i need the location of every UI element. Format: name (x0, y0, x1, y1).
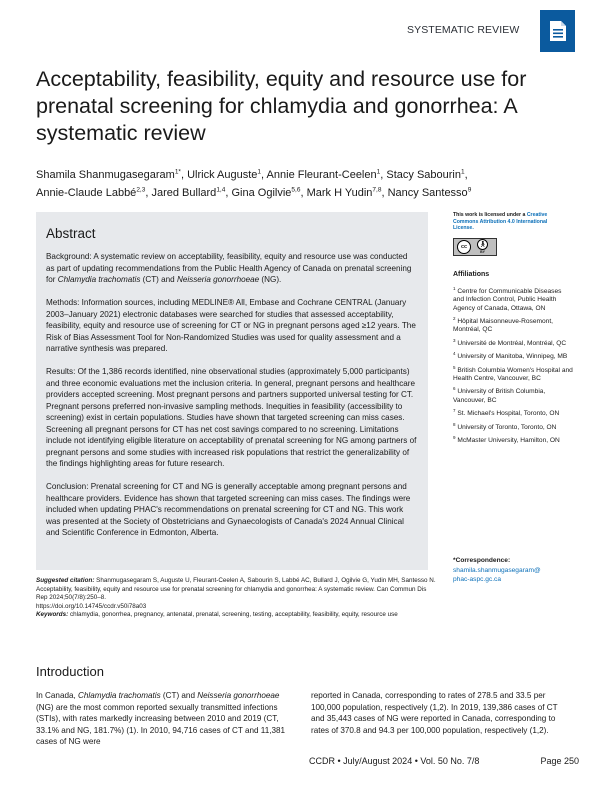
affiliation-item: $^5$ British Columbia Women's Hospital and Health Centre, Vancouver, BC (453, 364, 573, 383)
introduction-heading: Introduction (36, 664, 104, 679)
affiliation-item: $^9$ McMaster University, Hamilton, ON (453, 434, 560, 445)
author-name: Mark H Yudin (306, 187, 373, 199)
document-icon (540, 10, 575, 52)
abstract-box (36, 212, 428, 570)
author-affiliation-ref: 1 (376, 168, 381, 176)
author-name: Shamila Shanmugasegaram (36, 169, 175, 181)
affiliations-heading: Affiliations (453, 270, 490, 278)
affiliation-item: $^1$ Centre for Communicable Diseases and Infection Control, Public Health Agency of Canada, Ottawa, ON (453, 285, 562, 312)
abstract-heading: Abstract (46, 226, 96, 241)
author-affiliation-ref: 1,4 (216, 186, 226, 194)
author-affiliation-ref: 2,3 (136, 186, 146, 194)
correspondence-label: *Correspondence: (453, 557, 511, 564)
cc-by-badge[interactable]: cc 🚶︎ BY (453, 238, 497, 256)
author-name: Jared Bullard (151, 187, 217, 199)
author-affiliation-ref: 1* (174, 168, 181, 176)
author-name: Stacy Sabourin (386, 169, 461, 181)
journal-info: CCDR • July/August 2024 • Vol. 50 No. 7/8 (309, 756, 480, 766)
page-footer (309, 756, 579, 766)
author-affiliation-ref: 9 (467, 186, 472, 194)
license-link[interactable]: Creative Commons Attribution 4.0 International License. (453, 212, 548, 232)
abstract-background: Background: A systematic review on acceptability, feasibility, equity and resource use was conducted as part of updating recommendations from the Public Health Agency of Canada on prenatal screening for Chlamydia trachomatis (CT) and Neisseria gonorrhoeae (NG). (46, 252, 412, 284)
author-affiliation-ref: 1 (257, 168, 262, 176)
abstract-results: Results: Of the 1,386 records identified, nine observational studies (approximately 5,000 participants) and three economic evaluations met the inclusion criteria. In general, pregnant persons and healthcare providers accepted screening. Most pregnant persons and partners supported universal testing for CT. Pregnant persons preferred non-invasive sampling methods. Inequities in feasibility (accessibility to screening) exist in certain populations. Studies have shown that targeted screening can miss cases. Screening all pregnant persons for CT has net cost savings compared to no screening. Limitations include not identifying eligible literature on acceptability of prenatal screening for NG among partners of pregnant persons and some studies with increased risk populations that restrict the generalizability of the findings highlighting areas for future research. (46, 367, 417, 468)
affiliation-item: $^6$ University of British Columbia, Vancouver, BC (453, 386, 546, 404)
cc-icon: cc (457, 240, 471, 254)
introduction-column-2: reported in Canada, corresponding to rates of 278.5 and 33.5 per 100,000 population, respectively (1,2). In 2019, 139,386 cases of CT and 35,443 cases of NG were reported in Canada, corresponding to rates of 370.8 and 94.3 per 100,000 population, respectively (1,2). (311, 691, 558, 735)
affiliation-item: $^2$ Hôpital Maisonneuve-Rosemont, Montréal, QC (453, 315, 554, 334)
author-name: Ulrick Auguste (187, 169, 258, 181)
author-name: Nancy Santesso (387, 187, 468, 199)
author-affiliation-ref: 5,6 (291, 186, 301, 194)
abstract-conclusion: Conclusion: Prenatal screening for CT and NG is generally acceptable among pregnant persons and healthcare providers. Evidence has shown that targeted screening can miss cases. The findings were included when updating PHAC's recommendations on prenatal screening for CT and NG. This work was presented at the Society of Obstetricians and Gynaecologists of Canada's 2024 Annual Clinical and Scientific Conference in Edmonton, Alberta. (46, 482, 411, 537)
suggested-citation: Suggested citation: Shanmugasegaram S, Auguste U, Fleurant-Ceelen A, Sabourin S, Labbé AC, Bullard J, Ogilvie G, Yudin MH, Santesso N. Acceptability, feasibility, equity and resource use for prenatal screening for chlamydia and gonorrhea: A systematic review. Can Commun Dis Rep 2024;50(7/8):250–8. https://doi.org/10.14745/ccdr.v50i78a03 Keywords: chlamydia, gonorrhea, pregnancy, antenatal, prenatal, screening, testing, acceptability, feasibility, equity, resource use (36, 577, 436, 619)
section-label: SYSTEMATIC REVIEW (407, 24, 520, 36)
affiliations-list (453, 285, 583, 446)
sidebar (453, 212, 583, 450)
affiliation-item: $^4$ University of Manitoba, Winnipeg, MB (453, 351, 568, 361)
page-number: Page 250 (540, 756, 579, 766)
article-title: Acceptability, feasibility, equity and resource use for prenatal screening for chlamydia and gonorrhea: A systematic review (36, 67, 527, 145)
author-name: Annie-Claude Labbé (36, 187, 137, 199)
affiliation-item: $^3$ Université de Montréal, Montréal, QC (453, 337, 567, 347)
correspondence-email[interactable]: shamila.shanmugasegaram@ phac-aspc.gc.ca (453, 566, 541, 583)
affiliation-item: $^7$ St. Michael's Hospital, Toronto, ON (453, 408, 560, 418)
affiliation-item: $^8$ University of Toronto, Toronto, ON (453, 421, 557, 431)
author-name: Annie Fleurant-Ceelen (266, 169, 377, 181)
author-affiliation-ref: 7,8 (372, 186, 382, 194)
correspondence (453, 556, 541, 585)
author-list: Shamila Shanmugasegaram$^{1*}$, Ulrick Auguste$^1$, Annie Fleurant-Ceelen$^1$, Stacy Sabourin$^1$, Annie-Claude Labbé$^{2,3}$, Jared Bullard$^{1,4}$, Gina Ogilvie$^{5,6}$, Mark H Yudin$^{7,8}$, Nancy Santesso$^9$ (36, 168, 472, 199)
author-affiliation-ref: 1 (460, 168, 465, 176)
abstract-methods: Methods: Information sources, including MEDLINE® All, Embase and Cochrane CENTRAL (January 2003–January 2021) electronic databases were searched for studies that assessed acceptability, feasibility, equity and resource use of screening for CT or NG in pregnant persons aged ≥12 years. The Risk of Bias Assessment Tool for Non-Randomized Studies was used for quality assessment and a narrative synthesis was prepared. (46, 298, 416, 353)
author-name: Gina Ogilvie (231, 187, 292, 199)
introduction-column-1: In Canada, Chlamydia trachomatis (CT) and Neisseria gonorrhoeae (NG) are the most common reported sexually transmitted infections (STIs), with rates markedly increasing between 2010 and 2019 (CT, 33.1% and NG, 181.7%) (1). In 2010, 94,716 cases of CT and 11,381 cases of NG were (36, 691, 286, 746)
doi-link[interactable]: https://doi.org/10.14745/ccdr.v50i78a03 (36, 602, 147, 610)
person-icon: 🚶︎ (477, 239, 488, 250)
license-notice: This work is licensed under a Creative Commons Attribution 4.0 International License. (453, 212, 548, 232)
